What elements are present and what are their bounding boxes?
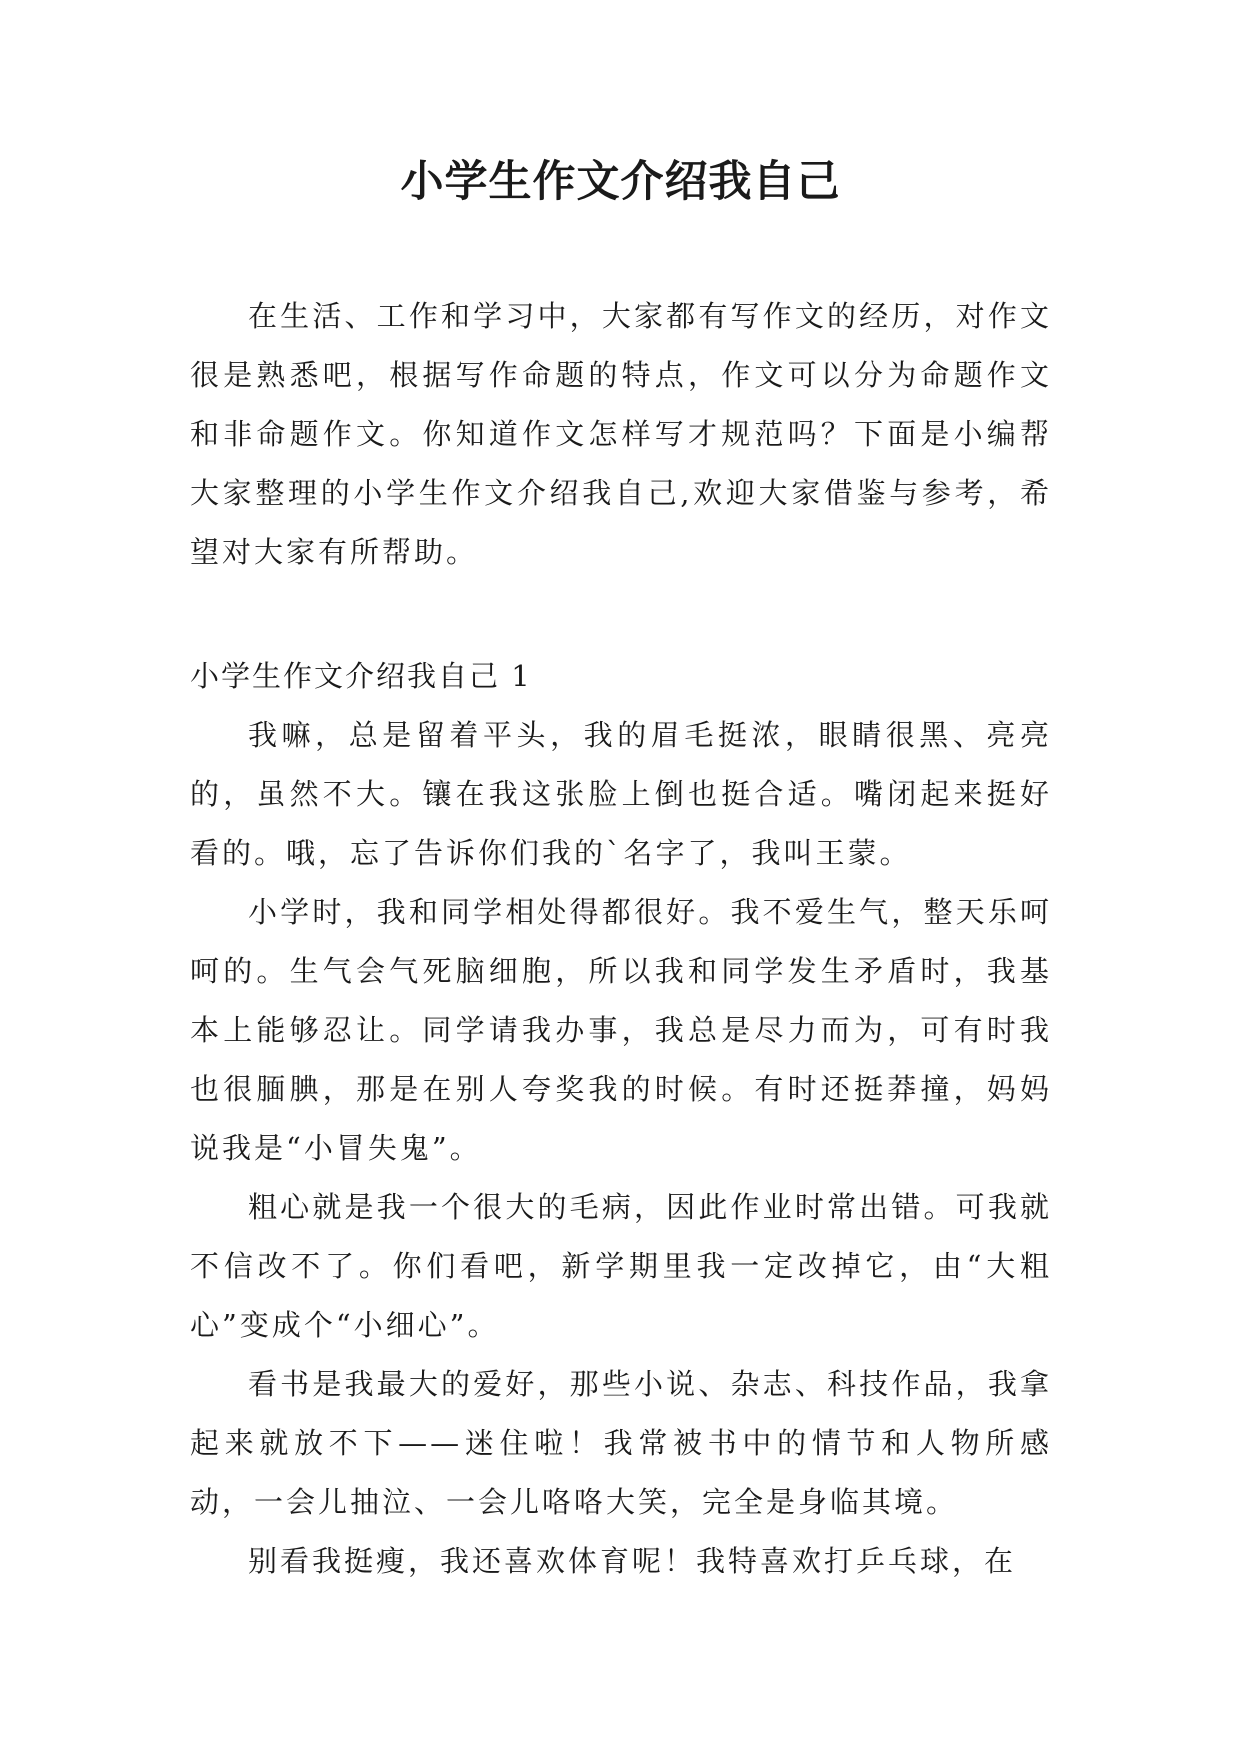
body-paragraph: 粗心就是我一个很大的毛病，因此作业时常出错。可我就不信改不了。你们看吧，新学期里我一定改掉它，由“大粗心”变成个“小细心”。 (190, 1190, 1052, 1342)
body-paragraph: 别看我挺瘦，我还喜欢体育呢！我特喜欢打乒乓球，在 (248, 1544, 1017, 1578)
document-title: 小学生作文介绍我自己 (400, 157, 841, 207)
section-heading: 小学生作文介绍我自己 1 (190, 659, 532, 693)
body-paragraph: 看书是我最大的爱好，那些小说、杂志、科技作品，我拿起来就放不下——迷住啦！我常被书中的情节和人物所感动，一会儿抽泣、一会儿咯咯大笑，完全是身临其境。 (190, 1367, 1052, 1519)
intro-paragraph: 在生活、工作和学习中，大家都有写作文的经历，对作文很是熟悉吧，根据写作命题的特点，作文可以分为命题作文和非命题作文。你知道作文怎样写才规范吗？下面是小编帮大家整理的小学生作文介绍我自己,欢迎大家借鉴与参考，希望对大家有所帮助。 (190, 299, 1052, 569)
body-paragraph: 我嘛，总是留着平头，我的眉毛挺浓，眼睛很黑、亮亮的，虽然不大。镶在我这张脸上倒也挺合适。嘴闭起来挺好看的。哦，忘了告诉你们我的`名字了，我叫王蒙。 (190, 718, 1052, 870)
document-body (190, 287, 1052, 1591)
body-paragraph: 小学时，我和同学相处得都很好。我不爱生气，整天乐呵呵的。生气会气死脑细胞，所以我和同学发生矛盾时，我基本上能够忍让。同学请我办事，我总是尽力而为，可有时我也很腼腆，那是在别人夸奖我的时候。有时还挺莽撞，妈妈说我是“小冒失鬼”。 (190, 895, 1052, 1165)
